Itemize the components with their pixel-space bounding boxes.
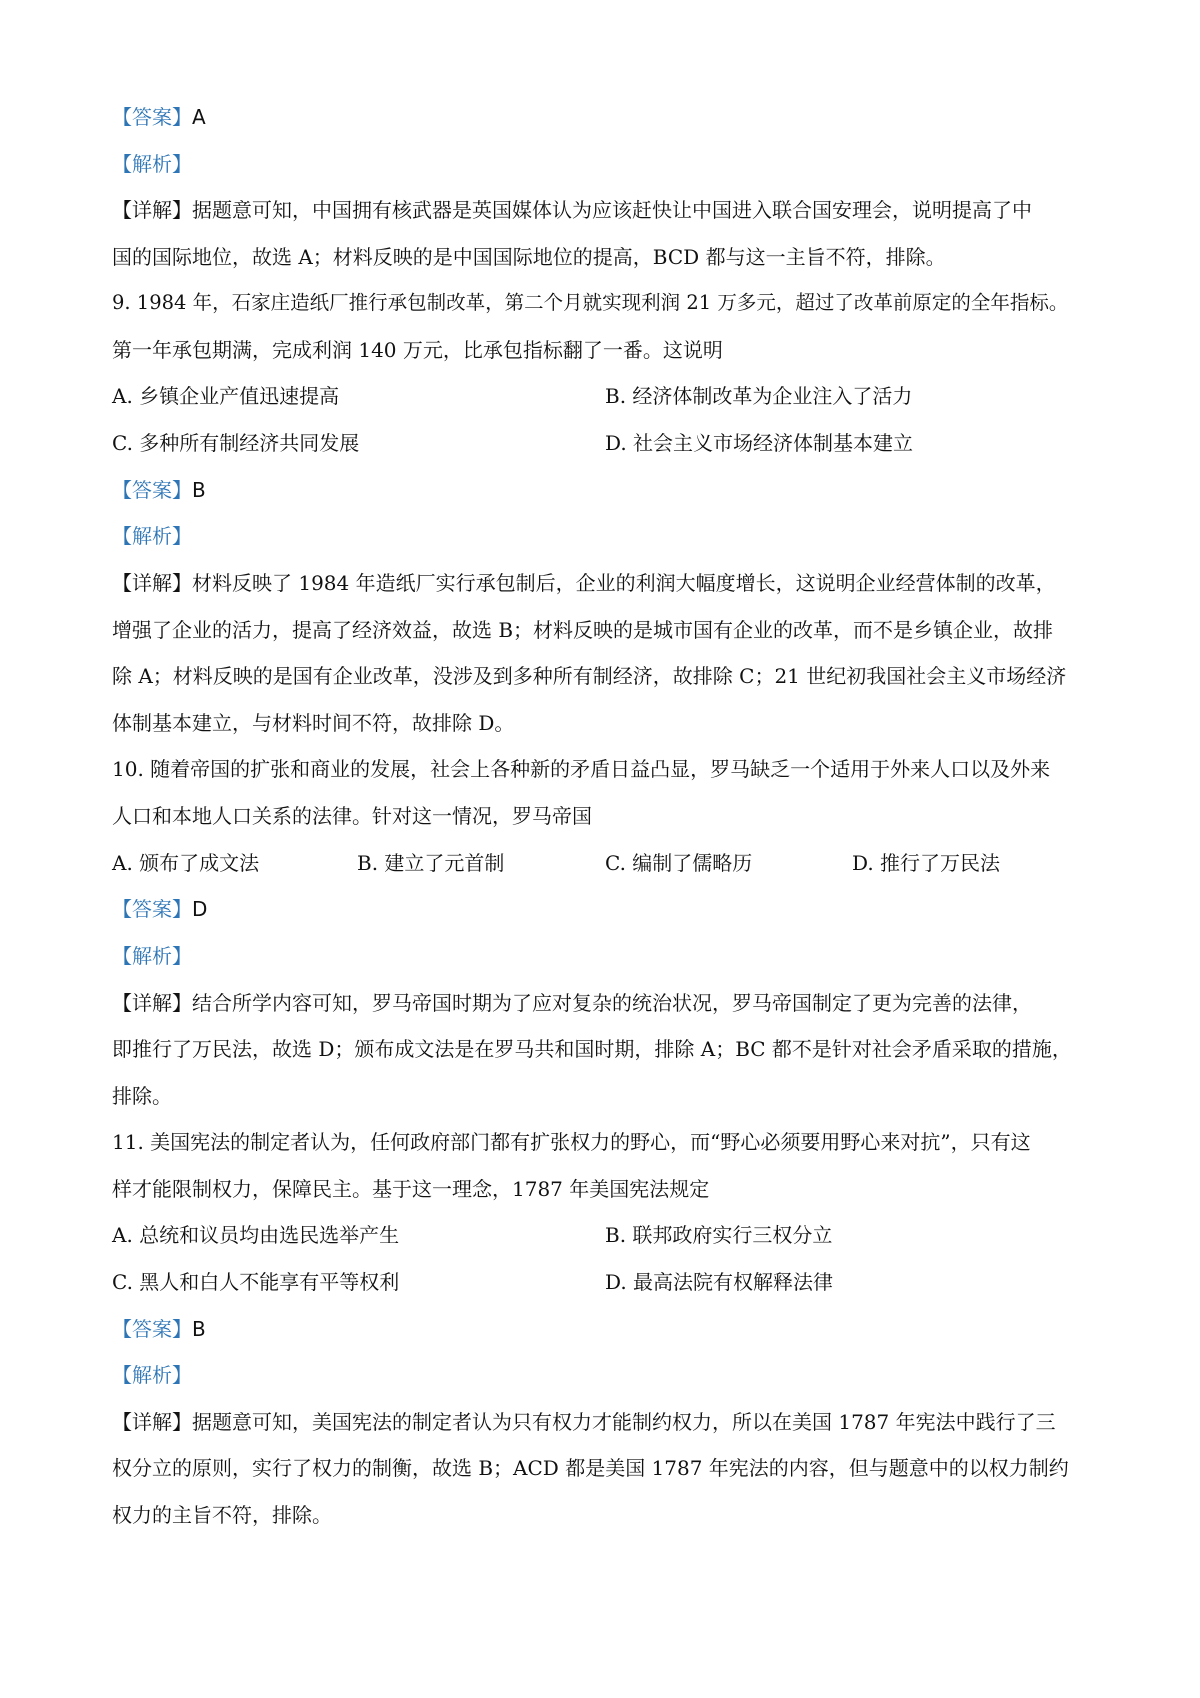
q9-detail-line: 【详解】材料反映了 1984 年造纸厂实行承包制后，企业的利润大幅度增长，这说明企业经营体制的改革，	[112, 571, 1056, 595]
q9-detail-line: 除 A；材料反映的是国有企业改革，没涉及到多种所有制经济，故排除 C；21 世纪初我国社会主义市场经济	[112, 664, 1067, 688]
q9-stem-line: 9. 1984 年，石家庄造纸厂推行承包制改革，第二个月就实现利润 21 万多元，超过了改革前原定的全年指标。	[112, 291, 1069, 314]
answer-label: 【答案】	[112, 478, 192, 502]
q9-option-a: A. 乡镇企业产值迅速提高	[112, 384, 340, 408]
q8-detail-line: 【详解】据题意可知，中国拥有核武器是英国媒体认为应该赶快让中国进入联合国安理会，说明提高了中	[112, 198, 1032, 222]
q10-detail-line: 即推行了万民法，故选 D；颁布成文法是在罗马共和国时期，排除 A；BC 都不是针对社会矛盾采取的措施，	[112, 1037, 1072, 1061]
answer-label: 【答案】	[112, 897, 192, 921]
q9-option-d: D. 社会主义市场经济体制基本建立	[605, 431, 914, 455]
q11-detail-line: 权力的主旨不符，排除。	[112, 1503, 332, 1527]
q11-analysis-label: 【解析】	[112, 1363, 192, 1387]
q11-option-c: C. 黑人和白人不能享有平等权利	[112, 1270, 400, 1294]
q9-answer	[112, 477, 206, 503]
q11-option-b: B. 联邦政府实行三权分立	[605, 1223, 833, 1247]
answer-value: D	[192, 897, 208, 921]
q9-detail-line: 体制基本建立，与材料时间不符，故排除 D。	[112, 711, 515, 735]
q10-detail-line: 【详解】结合所学内容可知，罗马帝国时期为了应对复杂的统治状况，罗马帝国制定了更为完善的法律，	[112, 991, 1032, 1015]
q9-option-b: B. 经济体制改革为企业注入了活力	[605, 384, 913, 408]
q10-option-a: A. 颁布了成文法	[112, 851, 260, 875]
detail-label: 【详解】	[112, 198, 192, 222]
q8-answer	[112, 104, 206, 130]
q11-detail-line: 权分立的原则，实行了权力的制衡，故选 B；ACD 都是美国 1787 年宪法的内容，但与题意中的以权力制约	[112, 1456, 1069, 1480]
q11-option-a: A. 总统和议员均由选民选举产生	[112, 1223, 400, 1247]
q10-option-d: D. 推行了万民法	[852, 851, 1001, 875]
q10-stem-line: 人口和本地人口关系的法律。针对这一情况，罗马帝国	[112, 804, 592, 828]
detail-label: 【详解】	[112, 571, 192, 595]
q9-stem-line: 第一年承包期满，完成利润 140 万元，比承包指标翻了一番。这说明	[112, 338, 723, 362]
detail-label: 【详解】	[112, 991, 192, 1015]
q10-detail-line: 排除。	[112, 1084, 172, 1108]
q9-detail-line: 增强了企业的活力，提高了经济效益，故选 B；材料反映的是城市国有企业的改革，而不是乡镇企业，故排	[112, 618, 1054, 642]
answer-value: A	[192, 105, 206, 129]
q11-option-d: D. 最高法院有权解释法律	[605, 1270, 834, 1294]
q9-option-c: C. 多种所有制经济共同发展	[112, 431, 360, 455]
answer-label: 【答案】	[112, 1317, 192, 1341]
q11-detail-line: 【详解】据题意可知，美国宪法的制定者认为只有权力才能制约权力，所以在美国 1787 年宪法中践行了三	[112, 1410, 1056, 1434]
q8-analysis-label: 【解析】	[112, 152, 192, 176]
q8-detail-line: 国的国际地位，故选 A；材料反映的是中国国际地位的提高，BCD 都与这一主旨不符，排除。	[112, 245, 946, 269]
q10-analysis-label: 【解析】	[112, 944, 192, 968]
q10-answer	[112, 896, 207, 922]
detail-label: 【详解】	[112, 1410, 192, 1434]
q11-stem-line: 样才能限制权力，保障民主。基于这一理念，1787 年美国宪法规定	[112, 1177, 710, 1201]
answer-value: B	[192, 478, 206, 502]
q10-stem-line: 10. 随着帝国的扩张和商业的发展，社会上各种新的矛盾日益凸显，罗马缺乏一个适用于外来人口以及外来	[112, 757, 1051, 781]
q11-answer	[112, 1316, 206, 1342]
answer-value: B	[192, 1317, 206, 1341]
q9-analysis-label: 【解析】	[112, 524, 192, 548]
answer-label: 【答案】	[112, 105, 192, 129]
q10-option-c: C. 编制了儒略历	[605, 851, 753, 875]
q11-stem-line: 11. 美国宪法的制定者认为，任何政府部门都有扩张权力的野心，而“野心必须要用野心来对抗”，只有这	[112, 1130, 1031, 1154]
q10-option-b: B. 建立了元首制	[357, 851, 505, 875]
